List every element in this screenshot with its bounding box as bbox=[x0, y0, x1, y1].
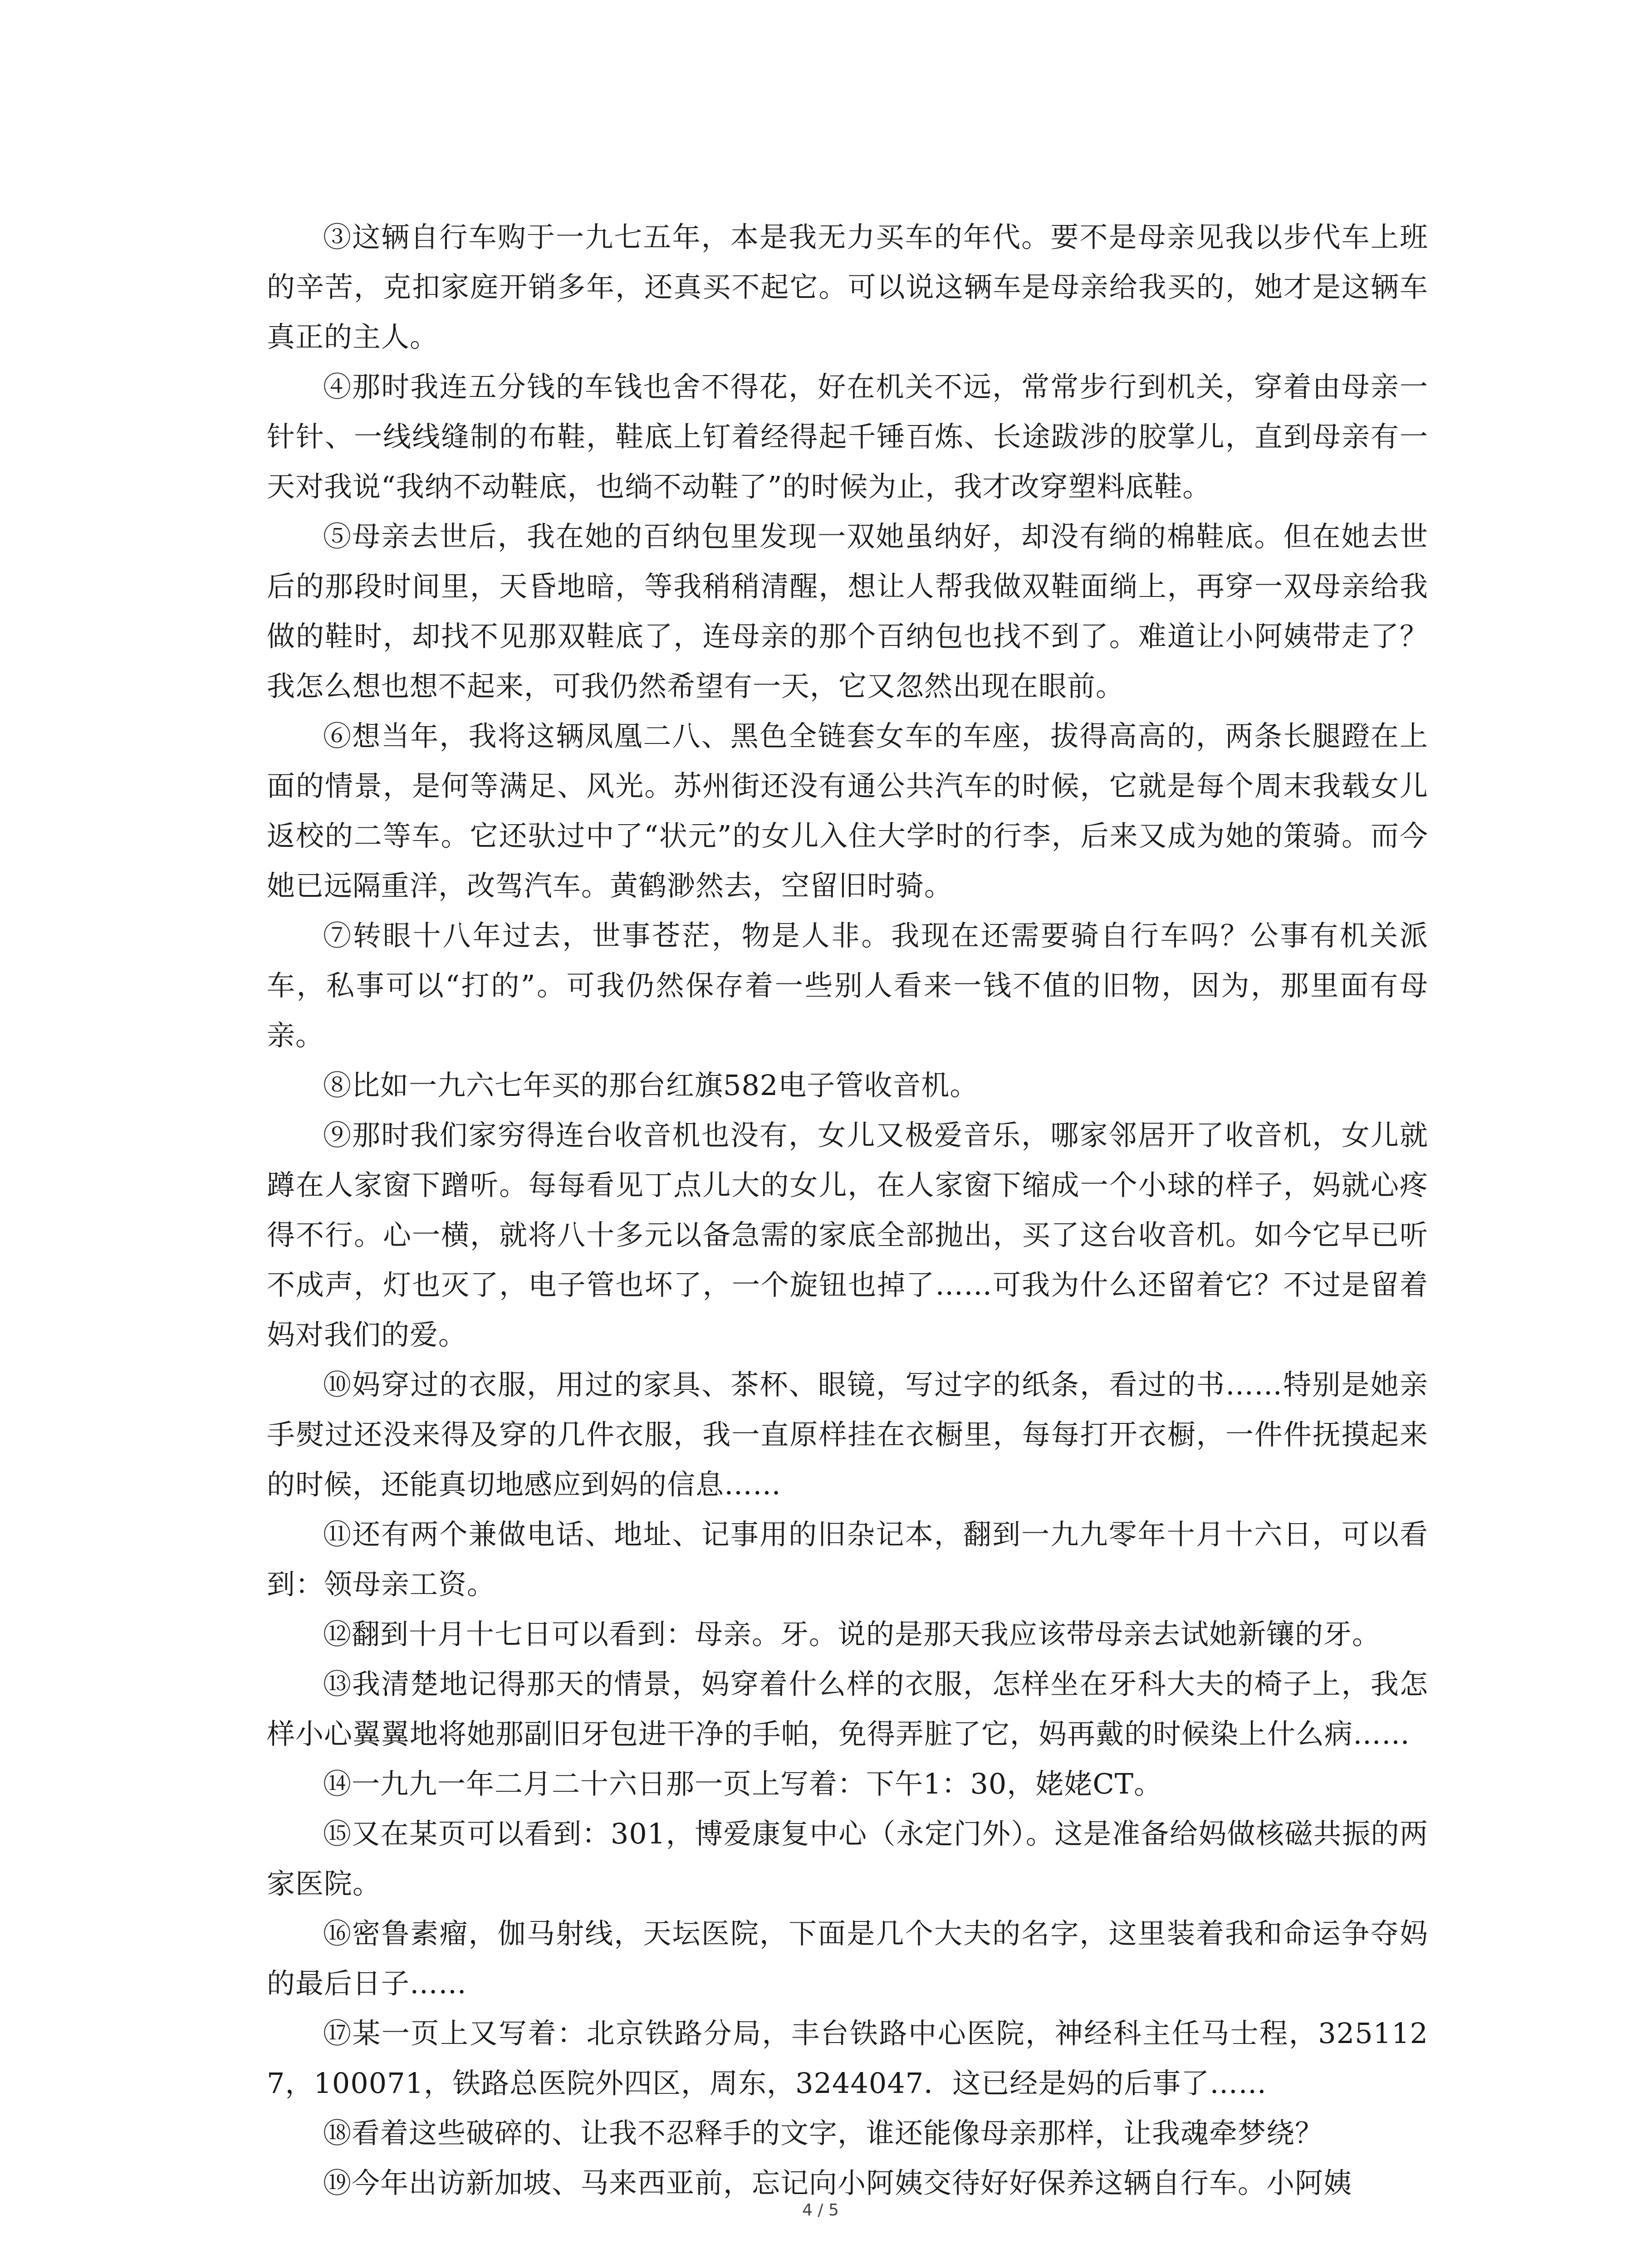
paragraph-10: ⑩妈穿过的衣服，用过的家具、茶杯、眼镜，写过字的纸条，看过的书……特别是她亲手熨过还没来得及穿的几件衣服，我一直原样挂在衣橱里，每每打开衣橱，一件件抚摸起来的时候，还能真切地感应到妈的信息…… bbox=[267, 1368, 1428, 1501]
paragraph-3: ③这辆自行车购于一九七五年，本是我无力买车的年代。要不是母亲见我以步代车上班的辛苦，克扣家庭开销多年，还真买不起它。可以说这辆车是母亲给我买的，她才是这辆车真正的主人。 bbox=[267, 220, 1428, 353]
article-body bbox=[267, 212, 1428, 2208]
paragraph-17: ⑰某一页上又写着：北京铁路分局，丰台铁路中心医院，神经科主任马士程，3251127，100071，铁路总医院外四区，周东，3244047．这已经是妈的后事了…… bbox=[267, 2017, 1428, 2100]
paragraph-9: ⑨那时我们家穷得连台收音机也没有，女儿又极爱音乐，哪家邻居开了收音机，女儿就蹲在人家窗下蹭听。每每看见丁点儿大的女儿，在人家窗下缩成一个小球的样子，妈就心疼得不行。心一横，就将八十多元以备急需的家底全部抛出，买了这台收音机。如今它早已听不成声，灯也灭了，电子管也坏了，一个旋钮也掉了……可我为什么还留着它？不过是留着妈对我们的爱。 bbox=[267, 1119, 1428, 1351]
paragraph-5: ⑤母亲去世后，我在她的百纳包里发现一双她虽纳好，却没有绱的棉鞋底。但在她去世后的那段时间里，天昏地暗，等我稍稍清醒，想让人帮我做双鞋面绱上，再穿一双母亲给我做的鞋时，却找不见那双鞋底了，连母亲的那个百纳包也找不到了。难道让小阿姨带走了？我怎么想也想不起来，可我仍然希望有一天，它又忽然出现在眼前。 bbox=[267, 520, 1428, 703]
paragraph-16: ⑯密鲁素瘤，伽马射线，天坛医院，下面是几个大夫的名字，这里装着我和命运争夺妈的最后日子…… bbox=[267, 1917, 1428, 2000]
paragraph-15: ⑮又在某页可以看到：301，博爱康复中心（永定门外）。这是准备给妈做核磁共振的两家医院。 bbox=[267, 1817, 1428, 1900]
paragraph-6: ⑥想当年，我将这辆凤凰二八、黑色全链套女车的车座，拔得高高的，两条长腿蹬在上面的情景，是何等满足、风光。苏州街还没有通公共汽车的时候，它就是每个周末我载女儿返校的二等车。它还驮过中了“状元”的女儿入住大学时的行李，后来又成为她的策骑。而今她已远隔重洋，改驾汽车。黄鹤渺然去，空留旧时骑。 bbox=[267, 719, 1428, 902]
paragraph-11: ⑪还有两个兼做电话、地址、记事用的旧杂记本，翻到一九九零年十月十六日，可以看到：领母亲工资。 bbox=[267, 1518, 1428, 1601]
paragraph-4: ④那时我连五分钱的车钱也舍不得花，好在机关不远，常常步行到机关，穿着由母亲一针针、一线线缝制的布鞋，鞋底上钉着经得起千锤百炼、长途跋涉的胶掌儿，直到母亲有一天对我说“我纳不动鞋底，也绱不动鞋了”的时候为止，我才改穿塑料底鞋。 bbox=[267, 370, 1428, 503]
page-number: 4 / 5 bbox=[802, 2201, 839, 2219]
paragraph-14: ⑭一九九一年二月二十六日那一页上写着：下午1：30，姥姥CT。 bbox=[323, 1767, 1163, 1800]
paragraph-13: ⑬我清楚地记得那天的情景，妈穿着什么样的衣服，怎样坐在牙科大夫的椅子上，我怎样小心翼翼地将她那副旧牙包进干净的手帕，免得弄脏了它，妈再戴的时候染上什么病…… bbox=[267, 1667, 1428, 1750]
paragraph-12: ⑫翻到十月十七日可以看到：母亲。牙。说的是那天我应该带母亲去试她新镶的牙。 bbox=[323, 1618, 1381, 1651]
paragraph-18: ⑱看着这些破碎的、让我不忍释手的文字，谁还能像母亲那样，让我魂牵梦绕？ bbox=[323, 2116, 1324, 2150]
paragraph-7: ⑦转眼十八年过去，世事苍茫，物是人非。我现在还需要骑自行车吗？公事有机关派车，私事可以“打的”。可我仍然保存着一些别人看来一钱不值的旧物，因为，那里面有母亲。 bbox=[267, 919, 1428, 1052]
paragraph-19: ⑲今年出访新加坡、马来西亚前，忘记向小阿姨交待好好保养这辆自行车。小阿姨 bbox=[323, 2166, 1352, 2200]
paragraph-8: ⑧比如一九六七年买的那台红旗582电子管收音机。 bbox=[323, 1069, 979, 1102]
